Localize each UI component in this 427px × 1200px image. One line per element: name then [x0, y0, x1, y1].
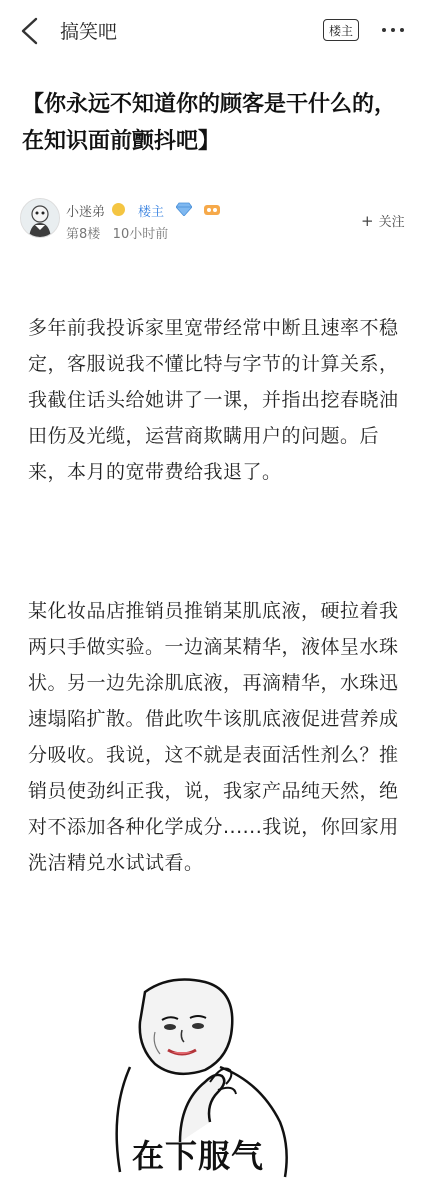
- more-dots-icon[interactable]: [380, 22, 406, 38]
- owner-tag: 楼主: [138, 205, 165, 220]
- author-name[interactable]: 小迷弟: [66, 205, 106, 220]
- meme-caption: 在下服气: [132, 1137, 265, 1175]
- avatar[interactable]: [20, 198, 60, 238]
- follow-label: 关注: [378, 215, 405, 230]
- content-paragraph: 某化妆品店推销员推销某肌底液，硬拉着我两只手做实验。一边滴某精华，液体呈水珠状。另一边先涂肌底液，再滴精华，水珠迅速塌陷扩散。借此吹牛该肌底液促进营养成分吸收。我说，这不就是表面活性剂么？推销员使劲纠正我，说，我家产品纯天然，绝对不添加各种化学成分......我说，你回家用洗洁精兑水试试看。: [28, 600, 399, 874]
- content-paragraph: 多年前我投诉家里宽带经常中断且速率不稳定，客服说我不懂比特与字节的计算关系，我截住话头给她讲了一课，并指出挖春晓油田伤及光缆，运营商欺瞒用户的问题。后来，本月的宽带费给我退了。: [28, 317, 399, 483]
- emoji-face-icon: [112, 203, 125, 216]
- member-badge-icon: [203, 202, 221, 216]
- diamond-level-icon: [176, 202, 192, 216]
- only-owner-button[interactable]: 楼主: [323, 19, 359, 41]
- floor-and-time: 第8楼 10小时前: [66, 227, 169, 242]
- author-row: [0, 192, 427, 252]
- forum-title: 搞笑吧: [60, 21, 118, 43]
- plus-icon: +: [361, 212, 374, 230]
- top-bar: [0, 0, 427, 62]
- chevron-left-icon[interactable]: [18, 16, 42, 46]
- avatar-image: [21, 199, 59, 237]
- post-title: 【你永远不知道你的顾客是干什么的，在知识面前颤抖吧】: [22, 92, 397, 154]
- follow-button[interactable]: [361, 211, 405, 230]
